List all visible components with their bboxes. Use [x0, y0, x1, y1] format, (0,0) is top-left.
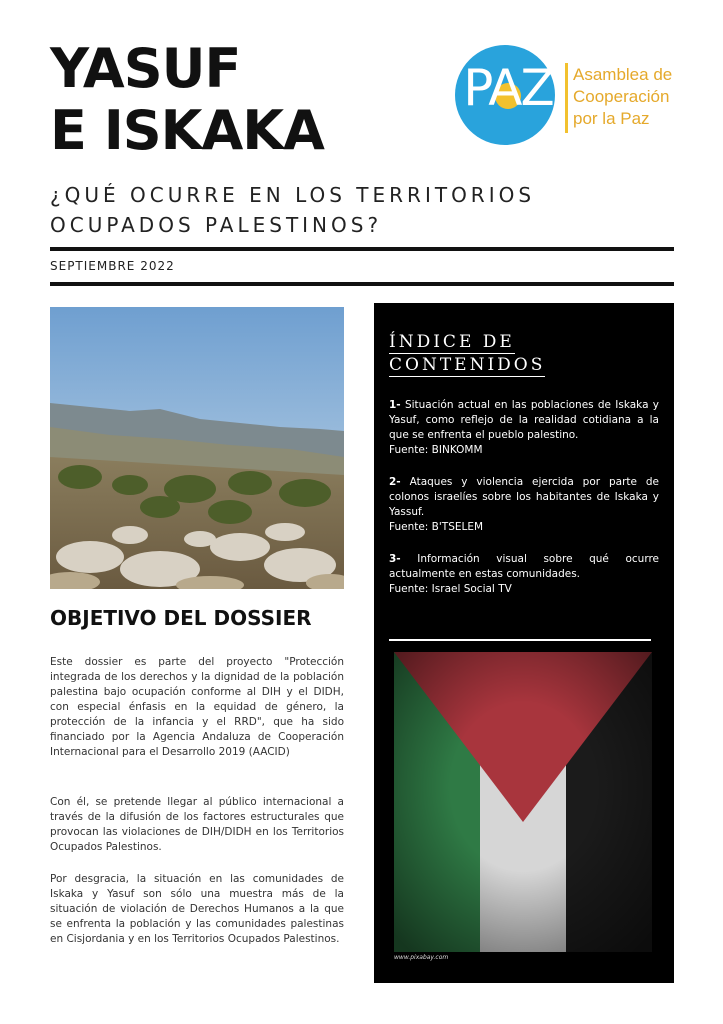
- logo-word: PAZ: [463, 59, 553, 117]
- index-item-text: Ataques y violencia ejercida por parte de colonos israelíes sobre los habitantes de Iskaka y Yassuf.: [389, 476, 659, 518]
- index-item: [389, 475, 659, 535]
- logo-text-line: Asamblea de: [573, 65, 673, 84]
- index-list: [389, 398, 659, 614]
- index-item-number: 2-: [389, 476, 401, 488]
- objective-paragraph-2: Con él, se pretende llegar al público internacional a través de la difusión de los factores estructurales que provocan las violaciones de DIH/DIDH en los Territorios Ocupados Palestinos.: [50, 796, 344, 853]
- index-item-number: 3-: [389, 553, 401, 565]
- index-item-text: Información visual sobre qué ocurre actualmente en estas comunidades.: [389, 553, 659, 580]
- divider-bottom: [50, 282, 674, 286]
- landscape-photo: [50, 307, 344, 589]
- objective-paragraph-3: Por desgracia, la situación en las comunidades de Iskaka y Yasuf son sólo una muestra más de la situación de violación de Derechos Humanos a la que se enfrenta la población y las comunidades palestinas en Cisjordania y en los Territorios Ocupados Palestinos.: [50, 873, 344, 945]
- index-heading: [389, 331, 659, 377]
- index-item-source: Fuente: BINKOMM: [389, 444, 483, 456]
- title-line-1: YASUF: [50, 37, 241, 100]
- index-item-text: Situación actual en las poblaciones de Iskaka y Yasuf, como reflejo de la realidad cotidiana a la que se enfrenta el pueblo palestino.: [389, 399, 659, 441]
- index-item-source: Fuente: Israel Social TV: [389, 583, 512, 595]
- image-credit: www.pixabay.com: [394, 954, 449, 961]
- palestinian-flag-image: [394, 652, 652, 952]
- index-item: [389, 552, 659, 597]
- logo-text-line: por la Paz: [573, 109, 650, 128]
- logo-org-name: [573, 64, 683, 130]
- divider-top: [50, 247, 674, 251]
- objective-heading: OBJETIVO DEL DOSSIER: [50, 606, 312, 630]
- paz-logo: [455, 45, 675, 145]
- index-panel: [374, 303, 674, 983]
- document-title: [50, 38, 324, 162]
- index-item-source: Fuente: B'TSELEM: [389, 521, 484, 533]
- logo-text-line: Cooperación: [573, 87, 670, 106]
- document-subtitle: ¿QUÉ OCURRE EN LOS TERRITORIOS OCUPADOS PALESTINOS?: [50, 183, 536, 237]
- objective-paragraph-1: Este dossier es parte del proyecto "Protección integrada de los derechos y la dignidad de la población palestina bajo ocupación conforme al DIH y el DIDH, con especial énfasis en la equidad de género, la protección de la infancia y el RRD", que ha sido financiado por la Agencia Andaluza de Cooperación Internacional para el Desarrollo 2019 (AACID): [50, 656, 344, 758]
- index-heading-line-1: ÍNDICE DE: [389, 332, 515, 352]
- index-heading-line-2: CONTENIDOS: [389, 355, 546, 375]
- title-line-2: E ISKAKA: [50, 99, 324, 162]
- index-item-number: 1-: [389, 399, 401, 411]
- panel-divider: [389, 639, 651, 641]
- publication-date: SEPTIEMBRE 2022: [50, 259, 175, 273]
- logo-divider: [565, 63, 568, 133]
- index-item: [389, 398, 659, 458]
